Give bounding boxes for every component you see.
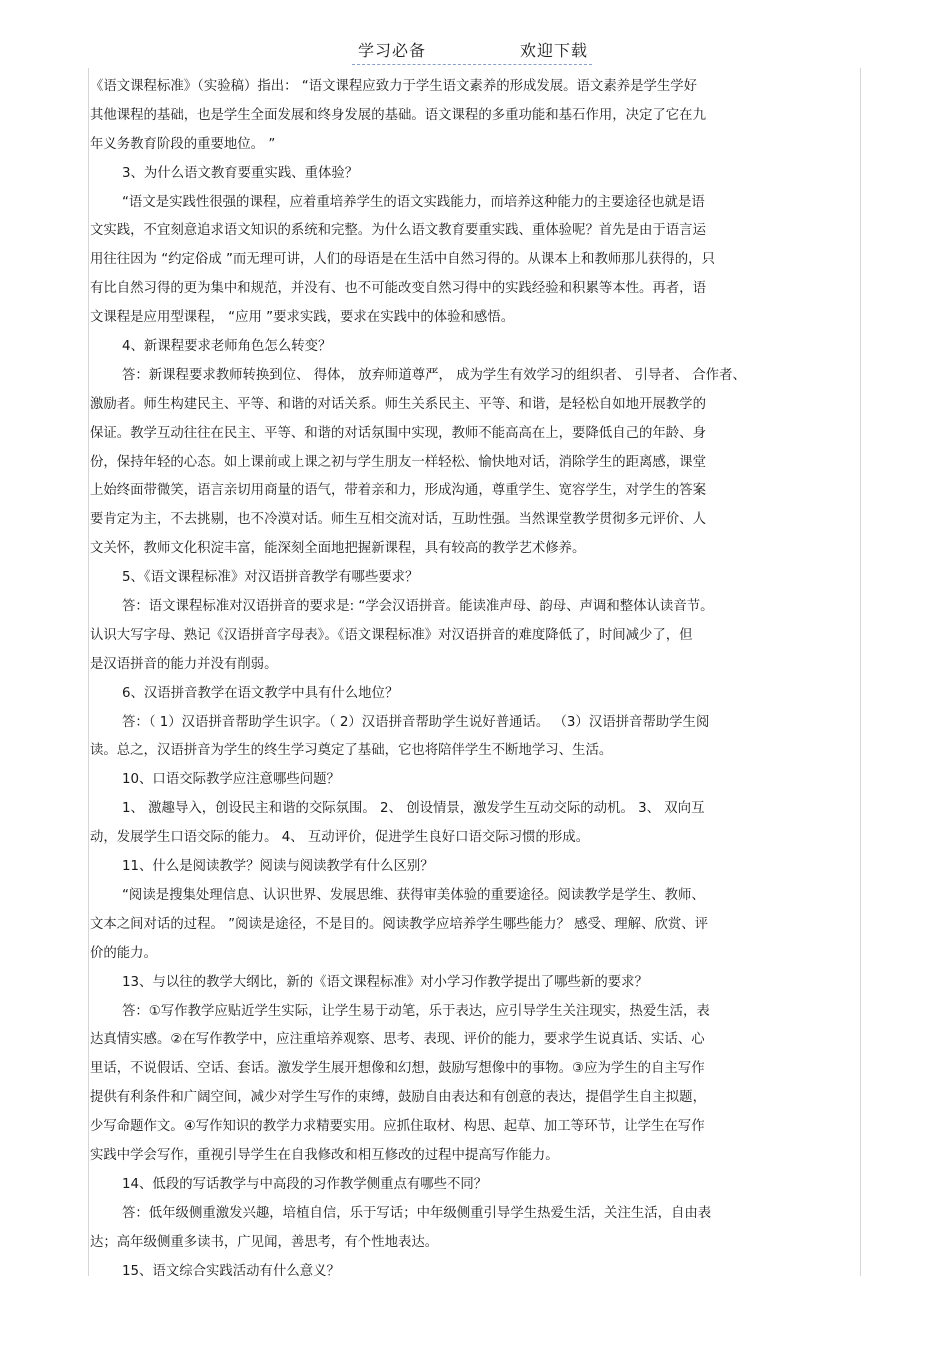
text-line: 答：语文课程标准对汉语拼音的要求是: “学会汉语拼音。能读准声母、韵母、声调和整体认读音节。 — [122, 599, 714, 615]
text-line: 达；高年级侧重多读书，广见闻，善思考，有个性地表达。 — [90, 1234, 439, 1250]
text-line: 认识大写字母、熟记《汉语拼音字母表》。《语文课程标准》对汉语拼音的难度降低了，时间减少了，但 — [90, 627, 693, 643]
header-right-text: 欢迎下载 — [520, 41, 589, 60]
text-line: 1、 激趣导入，创设民主和谐的交际氛围。 2、 创设情景，激发学生互动交际的动机。 3、 双向互 — [122, 801, 705, 817]
text-line: 3、为什么语文教育要重实践、重体验？ — [122, 165, 359, 181]
text-line: 是汉语拼音的能力并没有削弱。 — [90, 656, 278, 672]
page-header — [352, 40, 592, 65]
text-line: 里话，不说假话、空话、套话。激发学生展开想像和幻想，鼓励写想像中的事物。③应为学生的自主写作 — [90, 1061, 705, 1077]
text-line: 激励者。师生构建民主、平等、和谐的对话关系。师生关系民主、平等、和谐，是轻松自如地开展教学的 — [90, 396, 706, 412]
text-line: 读。总之，汉语拼音为学生的终生学习奠定了基础，它也将陪伴学生不断地学习、生活。 — [90, 743, 613, 759]
text-line: 15、语文综合实践活动有什么意义？ — [122, 1263, 340, 1279]
text-line: 答：（ 1）汉语拼音帮助学生识字。（ 2）汉语拼音帮助学生说好普通话。 （3）汉语拼音帮助学生阅 — [122, 714, 710, 730]
text-line: “阅读是搜集处理信息、认识世界、发展思维、获得审美体验的重要途径。阅读教学是学生、教师、 — [122, 887, 705, 903]
text-line: 6、汉语拼音教学在语文教学中具有什么地位？ — [122, 685, 399, 701]
text-line: 答：新课程要求教师转换到位、 得体， 放弃师道尊严， 成为学生有效学习的组织者、 引导者、 合作者、 — [122, 367, 746, 383]
header-left-text: 学习必备 — [358, 41, 427, 60]
text-line: 4、新课程要求老师角色怎么转变？ — [122, 339, 332, 355]
text-line: 实践中学会写作，重视引导学生在自我修改和相互修改的过程中提高写作能力。 — [90, 1147, 559, 1163]
document-body — [90, 73, 856, 1286]
text-line: 文关怀，教师文化积淀丰富，能深刻全面地把握新课程，具有较高的教学艺术修养。 — [90, 541, 586, 557]
text-line: 保证。教学互动往往在民主、平等、和谐的对话氛围中实现，教师不能高高在上，要降低自己的年龄、身 — [90, 425, 706, 441]
text-line: 上始终面带微笑，语言亲切用商量的语气，带着亲和力，形成沟通，尊重学生、宽容学生，对学生的答案 — [90, 483, 706, 499]
text-line: 价的能力。 — [90, 945, 157, 961]
text-line: 13、与以往的教学大纲比，新的《语文课程标准》对小学习作教学提出了哪些新的要求？ — [122, 974, 648, 990]
text-line: “语文是实践性很强的课程，应着重培养学生的语文实践能力，而培养这种能力的主要途径也就是语 — [122, 194, 705, 210]
text-line: 文实践，不宜刻意追求语文知识的系统和完整。为什么语文教育要重实践、重体验呢？首先是由于语言运 — [90, 223, 706, 239]
text-line: 14、低段的写话教学与中高段的习作教学侧重点有哪些不同？ — [122, 1176, 488, 1192]
text-line: 年义务教育阶段的重要地位。 ” — [90, 136, 276, 152]
text-line: 达真情实感。②在写作教学中，应注重培养观察、思考、表现、评价的能力，要求学生说真话、实话、心 — [90, 1032, 705, 1048]
text-line: 其他课程的基础，也是学生全面发展和终身发展的基础。语文课程的多重功能和基石作用，决定了它在九 — [90, 107, 706, 123]
text-line: 5、《语文课程标准》对汉语拼音教学有哪些要求？ — [122, 570, 419, 586]
text-line: 动，发展学生口语交际的能力。 4、 互动评价，促进学生良好口语交际习惯的形成。 — [90, 830, 590, 846]
text-line: 答：①写作教学应贴近学生实际，让学生易于动笔，乐于表达，应引导学生关注现实，热爱生活，表 — [122, 1003, 710, 1019]
text-line: 要肯定为主，不去挑剔，也不冷漠对话。师生互相交流对话，互助性强。当然课堂教学贯彻多元评价、人 — [90, 512, 706, 528]
text-line: 《语文课程标准》（实验稿）指出： “语文课程应致力于学生语文素养的形成发展。语文素养是学生学好 — [90, 79, 698, 94]
text-line: 答：低年级侧重激发兴趣，培植自信，乐于写话；中年级侧重引导学生热爱生活，关注生活，自由表 — [122, 1205, 712, 1221]
text-line: 份，保持年轻的心态。如上课前或上课之初与学生朋友一样轻松、愉快地对话，消除学生的距离感，课堂 — [90, 454, 706, 470]
text-line: 10、口语交际教学应注意哪些问题？ — [122, 772, 340, 788]
text-line: 文课程是应用型课程， “应用 ”要求实践，要求在实践中的体验和感悟。 — [90, 310, 515, 326]
text-line: 提供有利条件和广阔空间，减少对学生写作的束缚，鼓励自由表达和有创意的表达，提倡学生自主拟题， — [90, 1090, 706, 1106]
text-line: 少写命题作文。④写作知识的教学力求精要实用。应抓住取材、构思、起草、加工等环节，让学生在写作 — [90, 1119, 705, 1135]
text-line: 有比自然习得的更为集中和规范，并没有、也不可能改变自然习得中的实践经验和积累等本性。再者，语 — [90, 281, 706, 297]
text-line: 11、什么是阅读教学？阅读与阅读教学有什么区别？ — [122, 859, 434, 875]
text-line: 文本之间对话的过程。 ”阅读是途径，不是目的。阅读教学应培养学生哪些能力？ 感受、理解、欣赏、评 — [90, 916, 709, 932]
text-line: 用往往因为 “约定俗成 ”而无理可讲，人们的母语是在生活中自然习得的。从课本上和教师那儿获得的，只 — [90, 252, 715, 268]
